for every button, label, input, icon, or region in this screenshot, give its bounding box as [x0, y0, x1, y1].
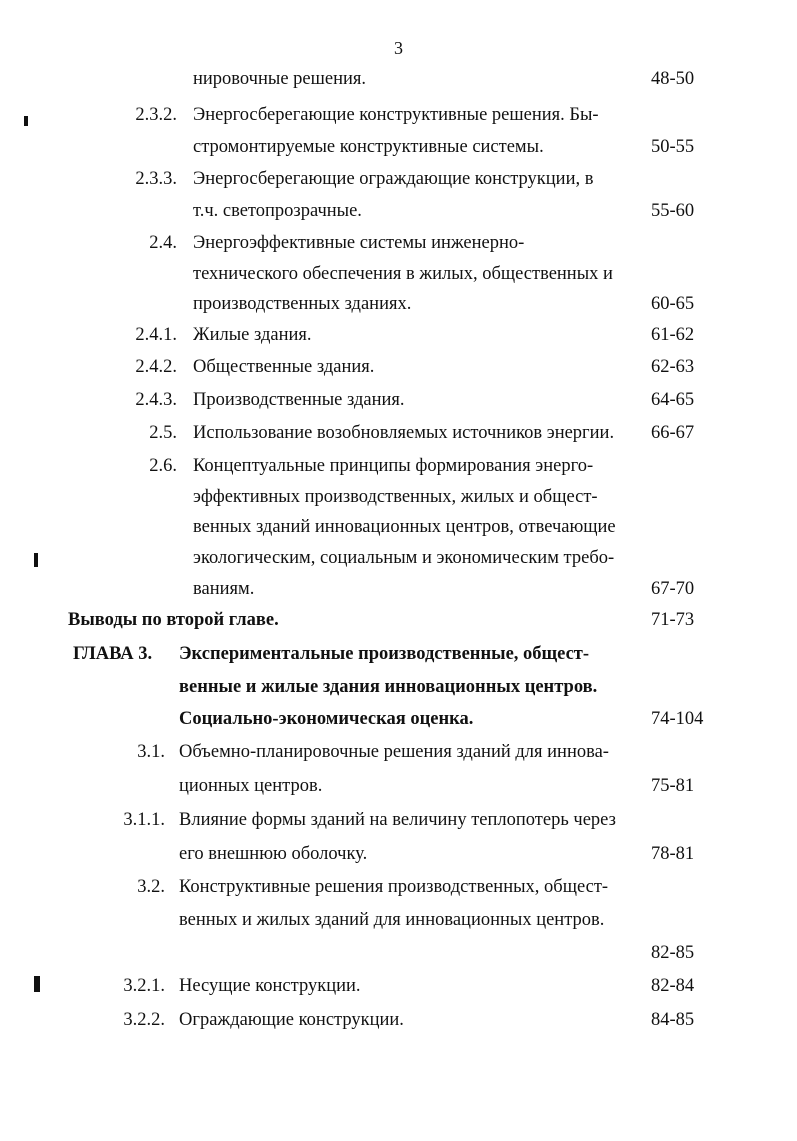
toc-entry-text: Энергоэффективные системы инженерно- [193, 233, 525, 253]
toc-entry-number: 3.2.1. [123, 976, 165, 996]
toc-entry-number: 2.4.1. [135, 325, 177, 345]
toc-entry-text: Общественные здания. [193, 357, 375, 377]
toc-entry-number: 2.4. [149, 233, 177, 253]
toc-entry-pages: 50-55 [651, 137, 695, 157]
scan-mark [34, 553, 38, 567]
toc-entry-text: ваниям. [193, 579, 255, 599]
toc-entry-text: ционных центров. [179, 776, 323, 796]
toc-entry-text: эффективных производственных, жилых и общест- [193, 487, 598, 507]
toc-entry-pages: 71-73 [651, 610, 695, 630]
toc-entry-text: технического обеспечения в жилых, общественных и [193, 264, 613, 284]
page-number: 3 [394, 38, 403, 58]
toc-entry-number: 2.6. [149, 456, 177, 476]
toc-entry-text: нировочные решения. [193, 69, 367, 89]
toc-entry-pages: 61-62 [651, 325, 695, 345]
toc-entry-text: Несущие конструкции. [179, 976, 361, 996]
toc-entry-text: производственных зданиях. [193, 294, 412, 314]
toc-entry-pages: 64-65 [651, 390, 695, 410]
toc-entry-text: т.ч. светопрозрачные. [193, 201, 362, 221]
toc-entry-text: экологическим, социальным и экономическим требо- [193, 548, 615, 568]
toc-entry-pages: 78-81 [651, 844, 695, 864]
toc-entry-pages: 60-65 [651, 294, 695, 314]
toc-entry-number: 2.3.2. [135, 105, 177, 125]
toc-entry-text: венных зданий инновационных центров, отвечающие [193, 517, 616, 537]
toc-entry-number: 2.4.3. [135, 390, 177, 410]
toc-entry-number: 3.1. [137, 742, 165, 762]
toc-entry-text: стромонтируемые конструктивные системы. [193, 137, 544, 157]
toc-entry-text: Социально-экономическая оценка. [179, 709, 474, 729]
toc-entry-text: Энергосберегающие ограждающие конструкции, в [193, 169, 594, 189]
toc-entry-text: Производственные здания. [193, 390, 405, 410]
toc-entry-text: Выводы по второй главе. [68, 610, 279, 630]
toc-entry-pages: 66-67 [651, 423, 695, 443]
scan-mark [34, 976, 40, 992]
toc-entry-text: Конструктивные решения производственных, общест- [179, 877, 609, 897]
toc-entry-number: 2.3.3. [135, 169, 177, 189]
toc-entry-pages: 48-50 [651, 69, 695, 89]
toc-entry-text: венных и жилых зданий для инновационных центров. [179, 910, 605, 930]
toc-entry-pages: 82-84 [651, 976, 695, 996]
toc-entry-pages: 55-60 [651, 201, 695, 221]
scan-mark [24, 116, 28, 126]
toc-entry-pages: 84-85 [651, 1010, 695, 1030]
toc-entry-text: Жилые здания. [193, 325, 312, 345]
toc-entry-pages: 62-63 [651, 357, 695, 377]
toc-entry-number: 3.2. [137, 877, 165, 897]
toc-entry-number: 3.2.2. [123, 1010, 165, 1030]
toc-entry-text: Объемно-планировочные решения зданий для иннова- [179, 742, 609, 762]
toc-entry-text: Ограждающие конструкции. [179, 1010, 404, 1030]
toc-entry-number: 3.1.1. [123, 810, 165, 830]
toc-entry-number: 2.5. [149, 423, 177, 443]
toc-entry-text: венные и жилые здания инновационных центров. [179, 677, 598, 697]
toc-entry-pages: 67-70 [651, 579, 695, 599]
toc-entry-number: 2.4.2. [135, 357, 177, 377]
toc-entry-text: Энергосберегающие конструктивные решения. Бы- [193, 105, 599, 125]
toc-entry-text: Влияние формы зданий на величину теплопотерь через [179, 810, 616, 830]
toc-entry-pages: 74-104 [651, 709, 704, 729]
toc-entry-text: Экспериментальные производственные, общест- [179, 644, 590, 664]
toc-entry-text: его внешнюю оболочку. [179, 844, 368, 864]
toc-entry-number: ГЛАВА 3. [73, 644, 153, 664]
toc-entry-text: Использование возобновляемых источников энергии. [193, 423, 615, 443]
toc-entry-pages: 82-85 [651, 943, 695, 963]
toc-entry-text: Концептуальные принципы формирования энерго- [193, 456, 594, 476]
toc-entry-pages: 75-81 [651, 776, 695, 796]
